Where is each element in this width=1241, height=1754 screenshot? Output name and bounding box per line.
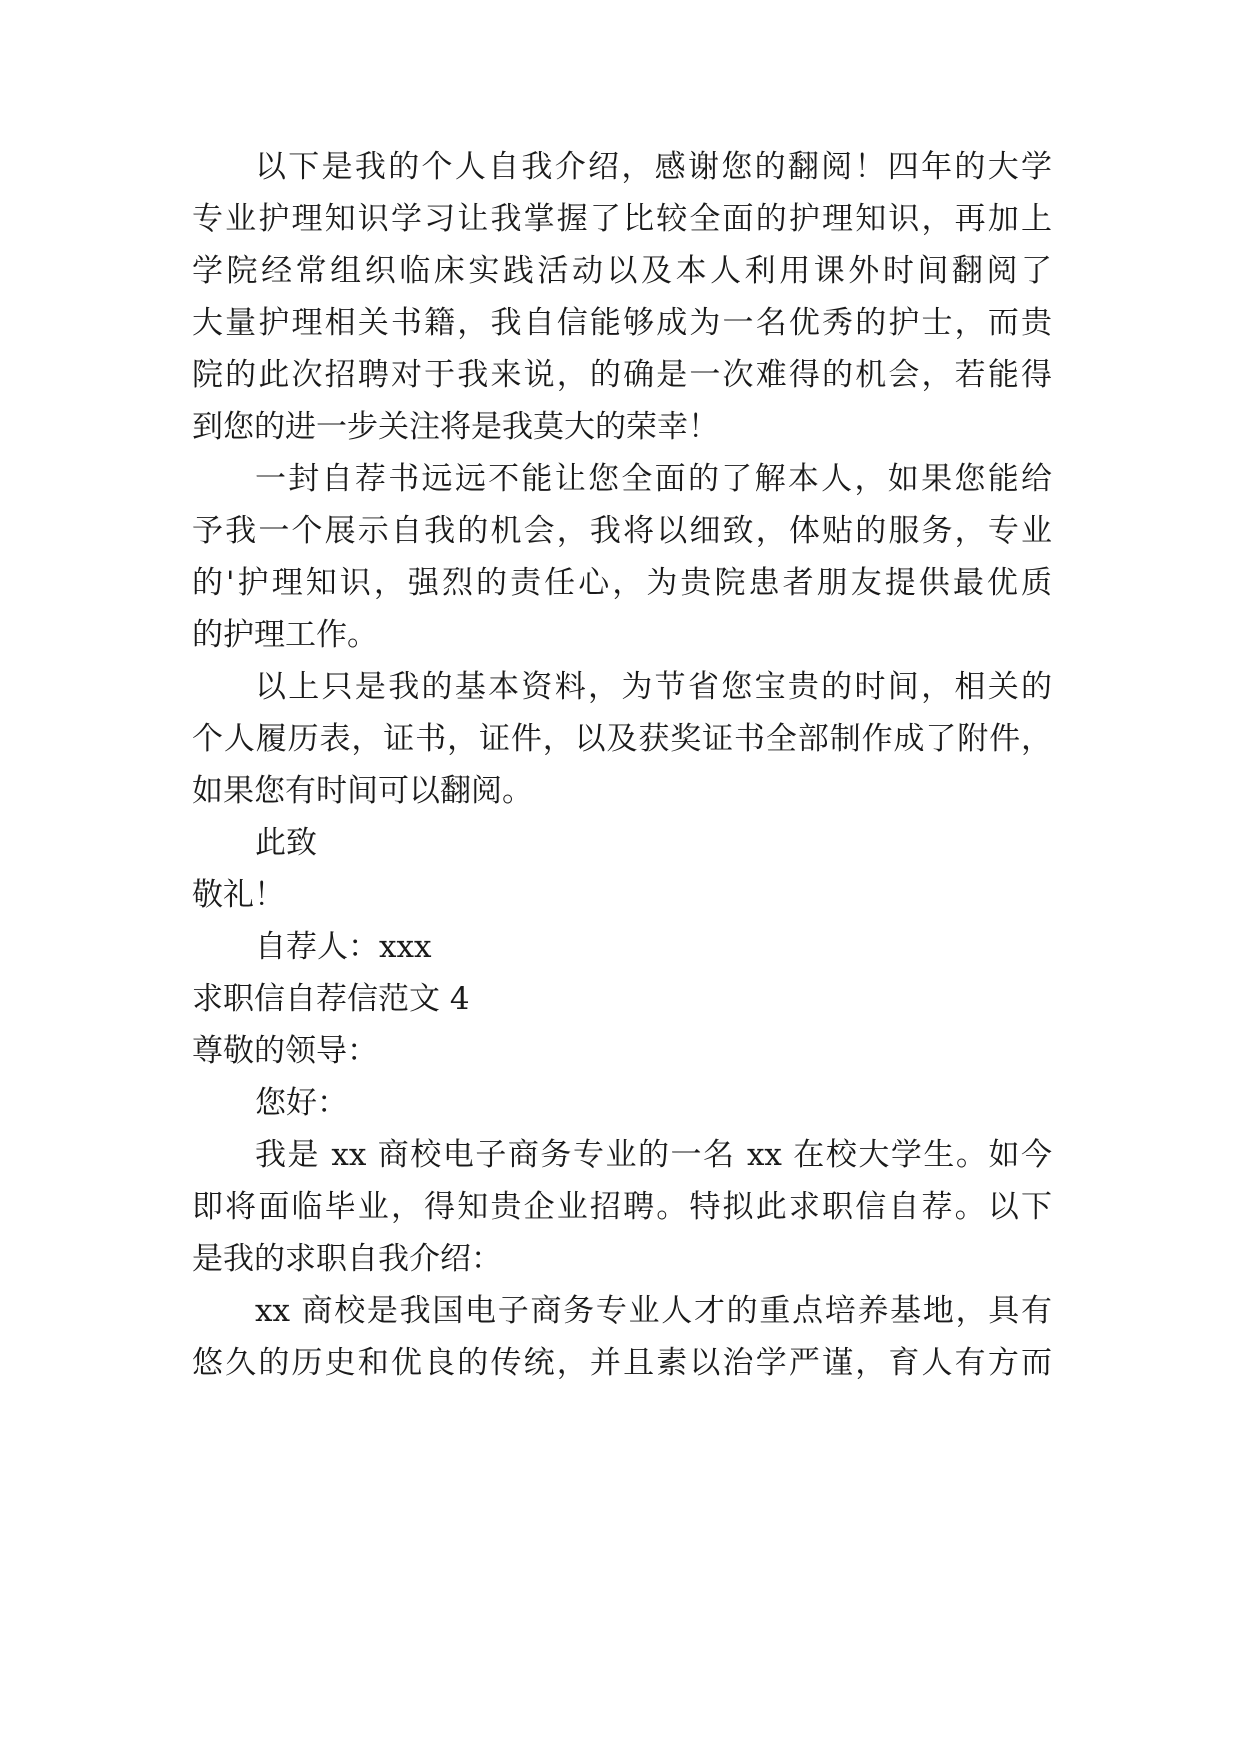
paragraph-line: 我是 xx 商校电子商务专业的一名 xx 在校大学生。如今 xyxy=(255,1137,1052,1173)
paragraph-line: 是我的求职自我介绍： xyxy=(192,1241,502,1277)
signature-line: 自荐人：xxx xyxy=(255,929,432,965)
paragraph-line: 一封自荐书远远不能让您全面的了解本人，如果您能给 xyxy=(255,461,1052,497)
paragraph-line: 专业护理知识学习让我掌握了比较全面的护理知识，再加上 xyxy=(192,201,1052,237)
paragraph-line: 予我一个展示自我的机会，我将以细致，体贴的服务，专业 xyxy=(192,513,1052,549)
paragraph-line: 悠久的历史和优良的传统，并且素以治学严谨，育人有方而 xyxy=(192,1345,1052,1381)
greeting: 您好： xyxy=(255,1085,348,1121)
greeting-recipient: 尊敬的领导： xyxy=(192,1033,378,1069)
paragraph-line: 以上只是我的基本资料，为节省您宝贵的时间，相关的 xyxy=(255,669,1052,705)
paragraph-line: 院的此次招聘对于我来说，的确是一次难得的机会，若能得 xyxy=(192,357,1052,393)
paragraph-line: 个人履历表，证书，证件，以及获奖证书全部制作成了附件， xyxy=(192,721,1052,757)
paragraph-line: 以下是我的个人自我介绍，感谢您的翻阅！四年的大学 xyxy=(255,149,1052,185)
paragraph-line: 的'护理知识，强烈的责任心，为贵院患者朋友提供最优质 xyxy=(192,565,1052,601)
paragraph-line: 学院经常组织临床实践活动以及本人利用课外时间翻阅了 xyxy=(192,253,1052,289)
paragraph-line: 如果您有时间可以翻阅。 xyxy=(192,773,533,809)
closing-salutation: 此致 xyxy=(255,825,317,861)
paragraph-line: 到您的进一步关注将是我莫大的荣幸！ xyxy=(192,409,719,445)
section-title: 求职信自荐信范文 4 xyxy=(192,981,470,1017)
paragraph-line: 的护理工作。 xyxy=(192,617,378,653)
closing-regards: 敬礼！ xyxy=(192,877,285,913)
paragraph-line: 即将面临毕业，得知贵企业招聘。特拟此求职信自荐。以下 xyxy=(192,1189,1052,1225)
paragraph-line: 大量护理相关书籍，我自信能够成为一名优秀的护士，而贵 xyxy=(192,305,1052,341)
paragraph-line: xx 商校是我国电子商务专业人才的重点培养基地，具有 xyxy=(255,1293,1052,1329)
